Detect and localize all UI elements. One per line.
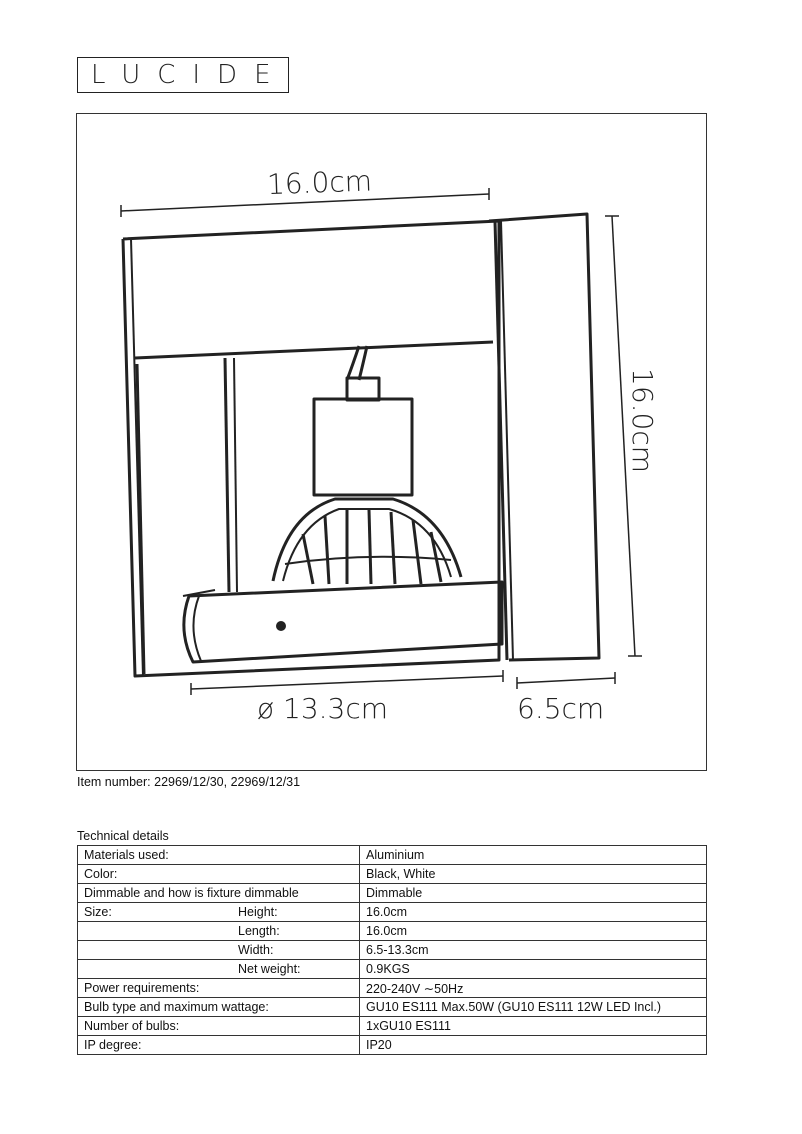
lamp-cylinder (184, 582, 502, 662)
spec-label: Materials used: (78, 846, 360, 865)
depth-label: 6.5cm (517, 692, 605, 725)
spec-value: GU10 ES111 Max.50W (GU10 ES111 12W LED Incl.) (360, 998, 707, 1017)
spec-value: 6.5-13.3cm (360, 941, 707, 960)
housing-outline (123, 221, 499, 676)
spec-value: 16.0cm (360, 922, 707, 941)
logo-text: LUCIDE (91, 60, 288, 90)
spec-label: Color: (78, 865, 360, 884)
spec-label: Power requirements: (78, 979, 360, 998)
spec-label: Number of bulbs: (78, 1017, 360, 1036)
bulb-socket (314, 399, 412, 495)
spec-label: Bulb type and maximum wattage: (78, 998, 360, 1017)
spec-value: Aluminium (360, 846, 707, 865)
item-number: Item number: 22969/12/30, 22969/12/31 (77, 775, 301, 789)
spec-sublabel: Height: (232, 903, 360, 922)
spec-label: IP degree: (78, 1036, 360, 1055)
spec-value: IP20 (360, 1036, 707, 1055)
table-row (78, 903, 707, 922)
spec-label: Size: (78, 903, 233, 922)
table-row (78, 998, 707, 1017)
technical-details-heading: Technical details (77, 829, 169, 843)
spec-value: Black, White (360, 865, 707, 884)
table-row (78, 1017, 707, 1036)
top-width-label: 16.0cm (266, 164, 373, 202)
table-row (78, 846, 707, 865)
diameter-label: ø 13.3cm (257, 692, 389, 725)
table-row (78, 1036, 707, 1055)
screw-dot (276, 621, 286, 631)
table-row (78, 922, 707, 941)
technical-drawing (76, 113, 707, 771)
spec-value: 0.9KGS (360, 960, 707, 979)
spec-sublabel: Width: (232, 941, 360, 960)
height-label: 16.0cm (626, 368, 659, 474)
spec-label: Dimmable and how is fixture dimmable (78, 884, 360, 903)
spec-value: Dimmable (360, 884, 707, 903)
lamp-dimension-drawing (77, 114, 708, 772)
spec-value: 220-240V ∼50Hz (360, 979, 707, 998)
spec-sublabel: Length: (232, 922, 360, 941)
brand-logo (77, 57, 289, 93)
table-row (78, 979, 707, 998)
depth-dimension-line (517, 678, 615, 683)
diameter-dimension-line (191, 676, 503, 689)
table-row (78, 960, 707, 979)
spec-sublabel: Net weight: (232, 960, 360, 979)
specs-table (77, 845, 707, 1055)
spec-value: 16.0cm (360, 903, 707, 922)
table-row (78, 884, 707, 903)
spec-value: 1xGU10 ES111 (360, 1017, 707, 1036)
table-row (78, 941, 707, 960)
table-row (78, 865, 707, 884)
